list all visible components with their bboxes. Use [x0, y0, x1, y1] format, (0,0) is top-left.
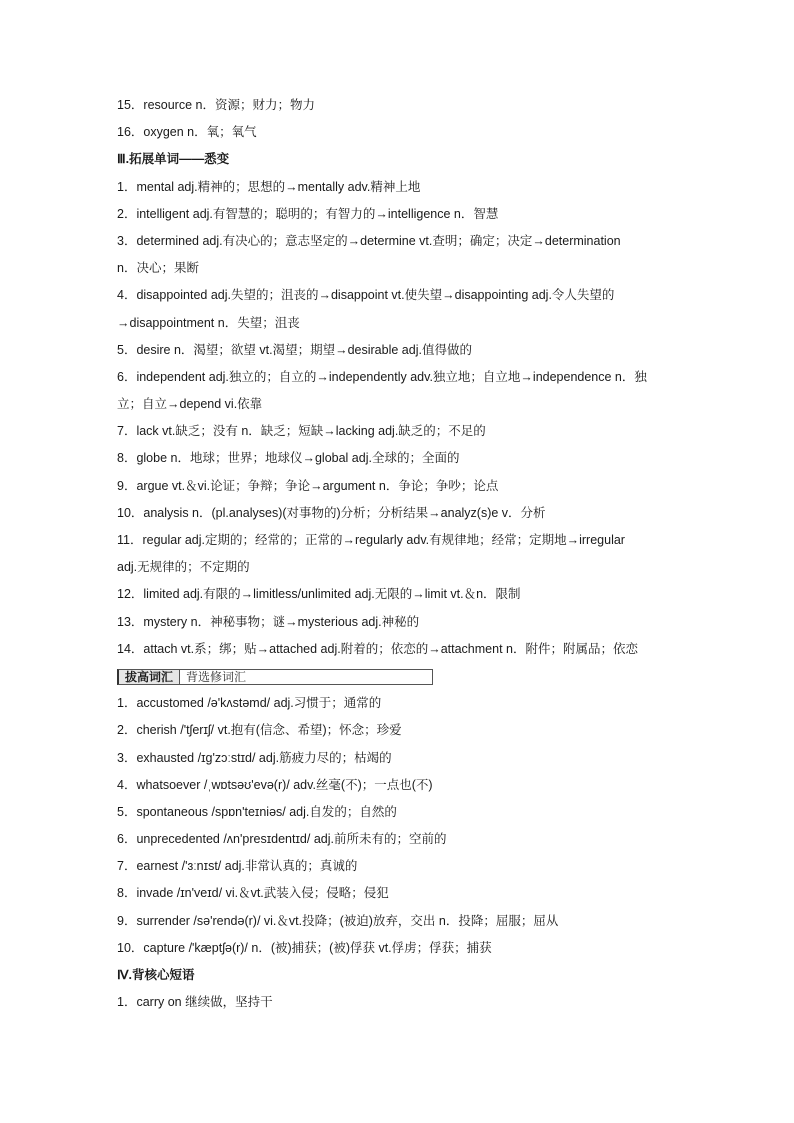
section-heading-expand-words: Ⅲ.拓展单词——悉变: [117, 152, 230, 167]
vocab-line-continuation: adj.无规律的；不定期的: [117, 560, 250, 575]
advanced-vocab-line: 7．earnest /'ɜːnɪst/ adj.非常认真的；真诚的: [117, 859, 358, 874]
advanced-vocab-line: 5．spontaneous /spɒn'teɪniəs/ adj.自发的；自然的: [117, 804, 397, 819]
advanced-vocab-line: 1．accustomed /ə'kʌstəmd/ adj.习惯于；通常的: [117, 696, 382, 711]
vocab-line: 8．globe n．地球；世界；地球仪→global adj.全球的；全面的: [117, 451, 460, 466]
vocab-line: 11．regular adj.定期的；经常的；正常的→regularly adv.有规律地；经常；定期地→irregular: [117, 533, 625, 547]
advanced-vocab-line: 3．exhausted /ɪɡ'zɔːstɪd/ adj.筋疲力尽的；枯竭的: [117, 750, 392, 765]
vocab-line: 5．desire n．渴望；欲望 vt.渴望；期望→desirable adj.值得做的: [117, 342, 472, 357]
advanced-vocab-line: 10．capture /'kæptʃə(r)/ n．(被)捕获；(被)俘获 vt.俘虏；俘获；捕获: [117, 940, 492, 955]
advanced-vocab-line: 2．cherish /'tʃerɪʃ/ vt.抱有(信念、希望)；怀念；珍爱: [117, 723, 402, 738]
vocab-line: 12．limited adj.有限的→limitless/unlimited adj.无限的→limit vt.＆n．限制: [117, 587, 521, 602]
vocab-line: 6．independent adj.独立的；自立的→independently adv.独立地；自立地→independence n．独: [117, 369, 647, 384]
vocab-line: 13．mystery n．神秘事物；谜→mysterious adj.神秘的: [117, 614, 420, 629]
section-heading-core-phrases: Ⅳ.背核心短语: [117, 968, 195, 982]
vocab-line: 2．intelligent adj.有智慧的；聪明的；有智力的→intelligence n．智慧: [117, 206, 499, 221]
vocabulary-content: [117, 92, 677, 1016]
vocab-line-continuation: →disappointment n．失望；沮丧: [117, 315, 300, 330]
advanced-vocab-line: 9．surrender /sə'rendə(r)/ vi.＆vt.投降；(被迫)放弃，交出 n．投降；屈服；屈从: [117, 913, 559, 928]
vocab-line-continuation: n．决心；果断: [117, 261, 199, 276]
vocab-line: 1．mental adj.精神的；思想的→mentally adv.精神上地: [117, 179, 421, 194]
banner-frame: [117, 669, 433, 685]
banner-tag: 拔高词汇: [119, 670, 180, 684]
vocab-line: 15．resource n．资源；财力；物力: [117, 98, 315, 112]
vocab-line: 10．analysis n．(pl.analyses)(对事物的)分析；分析结果→analyz(s)e v．分析: [117, 505, 546, 520]
vocab-line: 16．oxygen n．氧；氧气: [117, 125, 257, 140]
vocab-line-continuation: 立；自立→depend vi.依靠: [117, 397, 263, 412]
vocab-line: 7．lack vt.缺乏；没有 n．缺乏；短缺→lacking adj.缺乏的；不足的: [117, 424, 486, 439]
phrase-line: 1．carry on 继续做，坚持干: [117, 995, 273, 1010]
vocab-line: 14．attach vt.系；绑；贴→attached adj.附着的；依恋的→attachment n．附件；附属品；依恋: [117, 641, 638, 656]
banner-subtitle: 背选修词汇: [186, 670, 247, 685]
vocab-line: 4．disappointed adj.失望的；沮丧的→disappoint vt.使失望→disappointing adj.令人失望的: [117, 288, 615, 303]
advanced-vocab-line: 8．invade /ɪn'veɪd/ vi.＆vt.武装入侵；侵略；侵犯: [117, 886, 389, 901]
advanced-vocab-line: 4．whatsoever /ˌwɒtsəʊ'evə(r)/ adv.丝毫(不)；一点也(不): [117, 777, 433, 792]
advanced-vocab-banner: [117, 663, 677, 690]
advanced-vocab-line: 6．unprecedented /ʌn'presɪdentɪd/ adj.前所未有的；空前的: [117, 832, 447, 847]
vocab-line: 3．determined adj.有决心的；意志坚定的→determine vt.查明；确定；决定→determination: [117, 233, 621, 248]
vocab-line: 9．argue vt.＆vi.论证；争辩；争论→argument n．争论；争吵；论点: [117, 478, 499, 493]
